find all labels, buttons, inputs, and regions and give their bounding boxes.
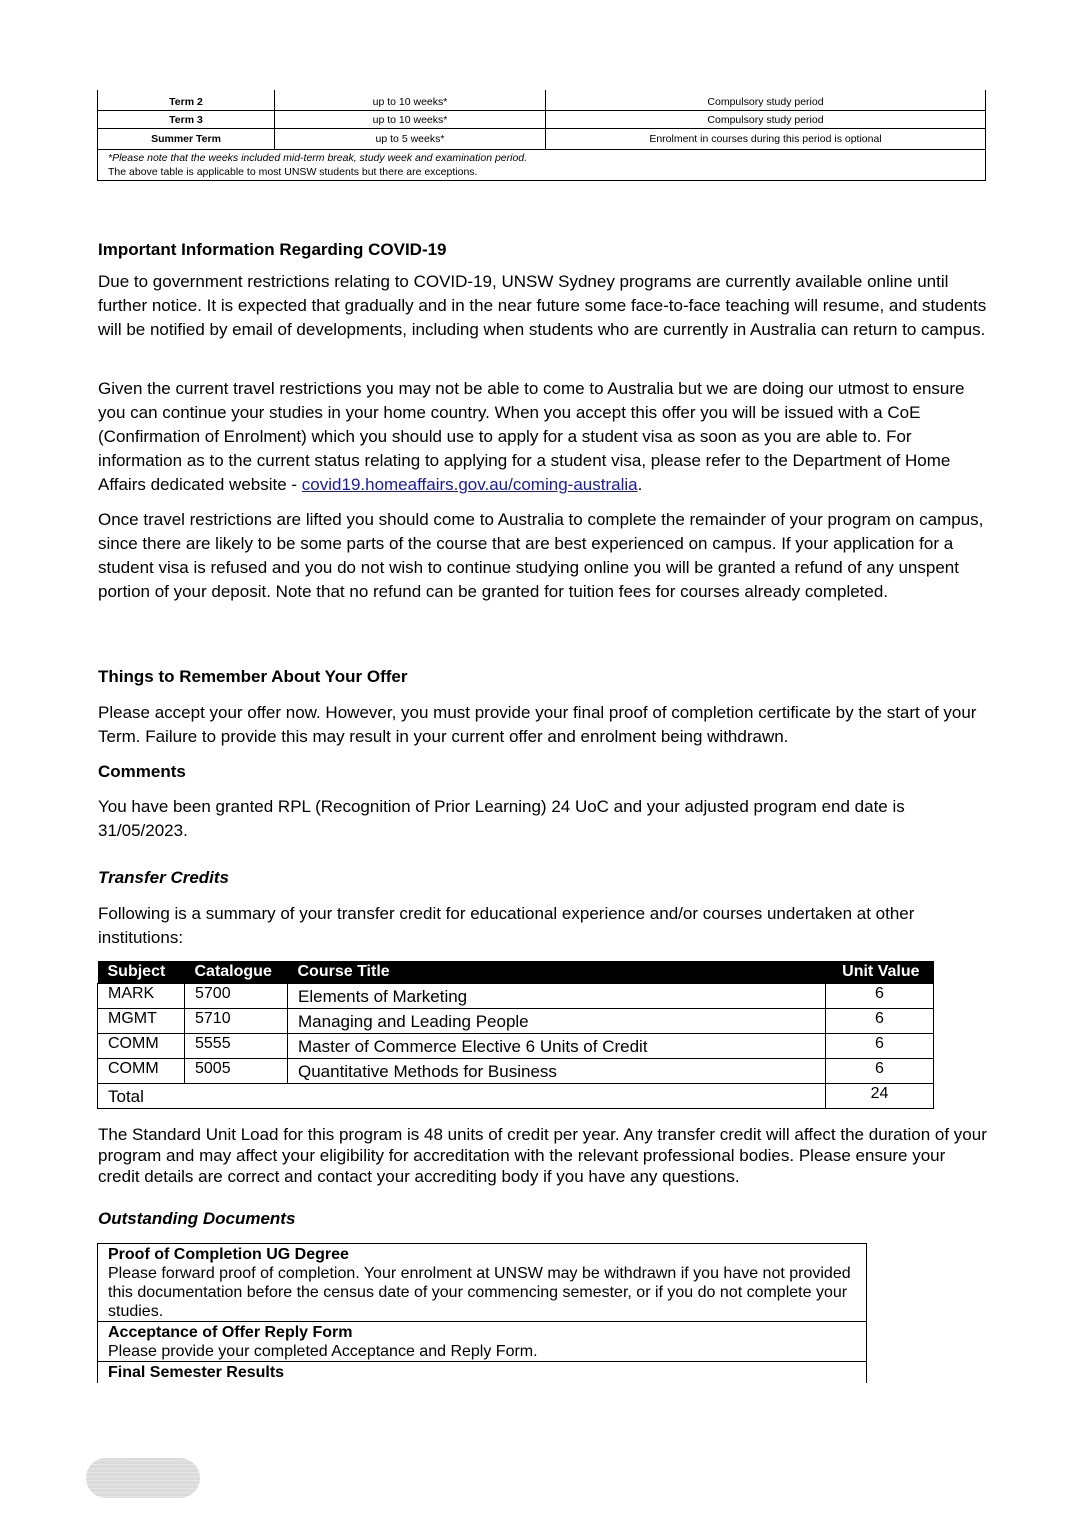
term-duration: up to 10 weeks* bbox=[275, 90, 546, 111]
remember-heading: Things to Remember About Your Offer bbox=[98, 667, 408, 686]
subject-cell: COMM bbox=[98, 1034, 185, 1059]
covid-paragraph-2 bbox=[98, 377, 988, 497]
term-name: Summer Term bbox=[98, 129, 275, 150]
outstanding-item bbox=[98, 1362, 866, 1382]
outstanding-item-text: Please provide your completed Acceptance and Reply Form. bbox=[108, 1343, 538, 1360]
outstanding-item bbox=[98, 1322, 866, 1362]
outstanding-item-text: Please forward proof of completion. Your enrolment at UNSW may be withdrawn if you have not provided this documentation before the census date of your commencing semester, or if you do not complete your studies. bbox=[108, 1265, 851, 1320]
course-title-cell: Quantitative Methods for Business bbox=[288, 1059, 826, 1084]
covid-paragraph-2-end: . bbox=[637, 475, 643, 494]
term-note bbox=[98, 150, 986, 181]
col-unit-value: Unit Value bbox=[826, 961, 934, 984]
subject-cell: COMM bbox=[98, 1059, 185, 1084]
outstanding-documents-box bbox=[97, 1243, 867, 1383]
transfer-footer: The Standard Unit Load for this program is 48 units of credit per year. Any transfer credit will affect the duration of your program and may affect your eligibility for accreditation with the relevant professional bodies. Please ensure your credit details are correct and contact your accrediting body if you have any questions. bbox=[98, 1125, 987, 1186]
term-row bbox=[98, 129, 986, 150]
term-description: Compulsory study period bbox=[546, 111, 986, 129]
catalogue-cell: 5555 bbox=[185, 1034, 288, 1059]
catalogue-cell: 5700 bbox=[185, 984, 288, 1009]
total-value: 24 bbox=[826, 1084, 934, 1109]
covid-paragraph-2-text: Given the current travel restrictions you may not be able to come to Australia but we are doing our utmost to ensure you can continue your studies in your home country. When you accept this offer you will be issued with a CoE (Confirmation of Enrolment) which you should use to apply for a student visa as soon as you are able to. For information as to the current status relating to applying for a student visa, please refer to the Department of Home Affairs dedicated website - bbox=[98, 379, 965, 494]
term-description: Compulsory study period bbox=[546, 90, 986, 111]
covid-paragraph-3: Once travel restrictions are lifted you should come to Australia to complete the remainder of your program on campus, since there are likely to be some parts of the course that are best experienced on campus. If your application for a student visa is refused and you do not wish to continue studying online you will be granted a refund of any unspent portion of your deposit. Note that no refund can be granted for tuition fees for courses already completed. bbox=[98, 510, 984, 601]
col-catalogue: Catalogue bbox=[185, 961, 288, 984]
outstanding-item-title: Proof of Completion UG Degree bbox=[108, 1246, 349, 1263]
comments-text: You have been granted RPL (Recognition of Prior Learning) 24 UoC and your adjusted program end date is 31/05/2023. bbox=[98, 797, 905, 840]
covid-heading: Important Information Regarding COVID-19 bbox=[98, 240, 447, 259]
unit-value-cell: 6 bbox=[826, 1034, 934, 1059]
course-title-cell: Elements of Marketing bbox=[288, 984, 826, 1009]
term-note-line-2: The above table is applicable to most UNSW students but there are exceptions. bbox=[108, 166, 478, 178]
comments-heading: Comments bbox=[98, 762, 186, 781]
home-affairs-link[interactable]: covid19.homeaffairs.gov.au/coming-australia bbox=[301, 475, 638, 494]
total-row bbox=[98, 1084, 934, 1109]
outstanding-item bbox=[98, 1244, 866, 1322]
transfer-intro: Following is a summary of your transfer credit for educational experience and/or courses undertaken at other institutions: bbox=[98, 904, 915, 947]
term-description: Enrolment in courses during this period is optional bbox=[546, 129, 986, 150]
unit-value-cell: 6 bbox=[826, 1059, 934, 1084]
subject-cell: MGMT bbox=[98, 1009, 185, 1034]
subject-cell: MARK bbox=[98, 984, 185, 1009]
col-course-title: Course Title bbox=[288, 961, 826, 984]
term-row bbox=[98, 111, 986, 129]
catalogue-cell: 5710 bbox=[185, 1009, 288, 1034]
transfer-header-row bbox=[98, 961, 934, 984]
unit-value-cell: 6 bbox=[826, 1009, 934, 1034]
unit-value-cell: 6 bbox=[826, 984, 934, 1009]
table-row bbox=[98, 1059, 934, 1084]
outstanding-item-title: Final Semester Results bbox=[108, 1364, 285, 1381]
covid-paragraph-1: Due to government restrictions relating to COVID-19, UNSW Sydney programs are currently available online until further notice. It is expected that gradually and in the near future some face-to-face teaching will resume, and students will be notified by email of developments, including when students who are currently in Australia can return to campus. bbox=[98, 272, 987, 339]
redacted-stamp bbox=[86, 1458, 200, 1498]
table-row bbox=[98, 1009, 934, 1034]
term-note-row bbox=[98, 150, 986, 181]
term-table bbox=[97, 90, 986, 181]
catalogue-cell: 5005 bbox=[185, 1059, 288, 1084]
transfer-heading: Transfer Credits bbox=[98, 868, 230, 887]
col-subject: Subject bbox=[98, 961, 185, 984]
term-row bbox=[98, 90, 986, 111]
term-duration: up to 5 weeks* bbox=[275, 129, 546, 150]
term-name: Term 2 bbox=[98, 90, 275, 111]
outstanding-item-title: Acceptance of Offer Reply Form bbox=[108, 1324, 353, 1341]
total-label: Total bbox=[98, 1084, 826, 1109]
term-name: Term 3 bbox=[98, 111, 275, 129]
term-note-line-1: *Please note that the weeks included mid-term break, study week and examination period. bbox=[108, 152, 528, 164]
table-row bbox=[98, 984, 934, 1009]
remember-text: Please accept your offer now. However, you must provide your final proof of completion certificate by the start of your Term. Failure to provide this may result in your current offer and enrolment being withdrawn. bbox=[98, 703, 977, 746]
term-duration: up to 10 weeks* bbox=[275, 111, 546, 129]
course-title-cell: Master of Commerce Elective 6 Units of Credit bbox=[288, 1034, 826, 1059]
transfer-credit-table bbox=[97, 961, 934, 1109]
table-row bbox=[98, 1034, 934, 1059]
course-title-cell: Managing and Leading People bbox=[288, 1009, 826, 1034]
outstanding-heading: Outstanding Documents bbox=[98, 1209, 296, 1228]
